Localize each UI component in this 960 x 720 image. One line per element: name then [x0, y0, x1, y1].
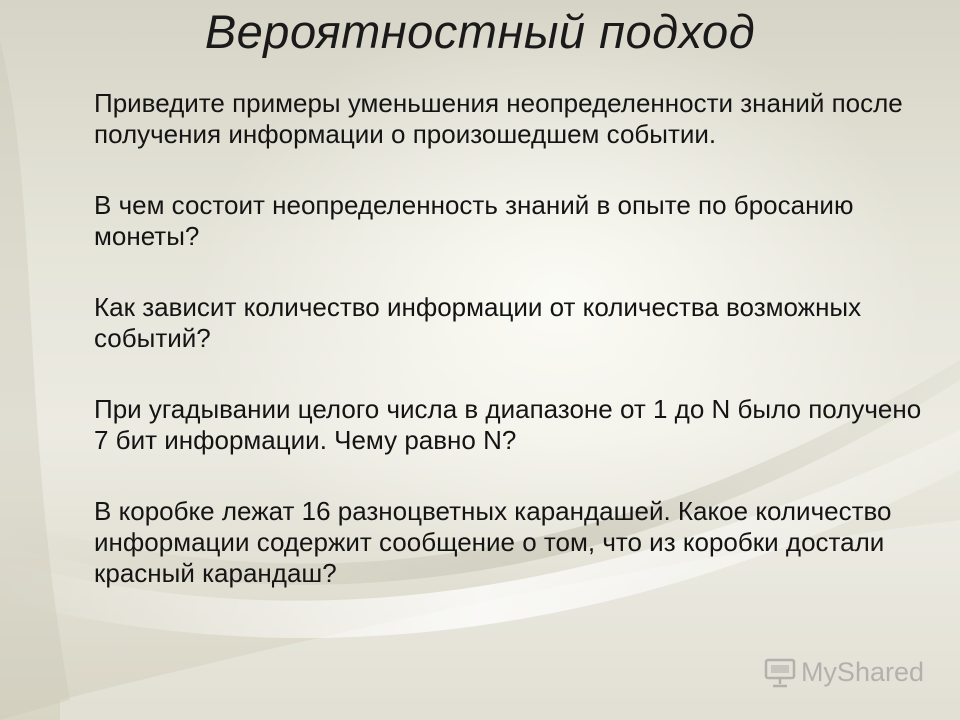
- question-item: В чем состоит неопределенность знаний в опыте по бросанию монеты?: [94, 190, 854, 251]
- slide-title: Вероятностный подход: [204, 5, 756, 58]
- question-item: Приведите примеры уменьшения неопределенности знаний после получения информации о произошедшем событии.: [94, 88, 903, 149]
- watermark-text: MyShared: [800, 656, 924, 687]
- question-item: В коробке лежат 16 разноцветных карандашей. Какое количество информации содержит сообщение о том, что из коробки достали красный карандаш?: [94, 496, 892, 588]
- question-item: При угадывании целого числа в диапазоне от 1 до N было получено 7 бит информации. Чему равно N?: [94, 394, 922, 455]
- question-item: Как зависит количество информации от количества возможных событий?: [94, 292, 862, 353]
- question-list: [94, 88, 924, 629]
- presentation-board-icon: [763, 655, 797, 689]
- myshared-watermark: [763, 652, 924, 692]
